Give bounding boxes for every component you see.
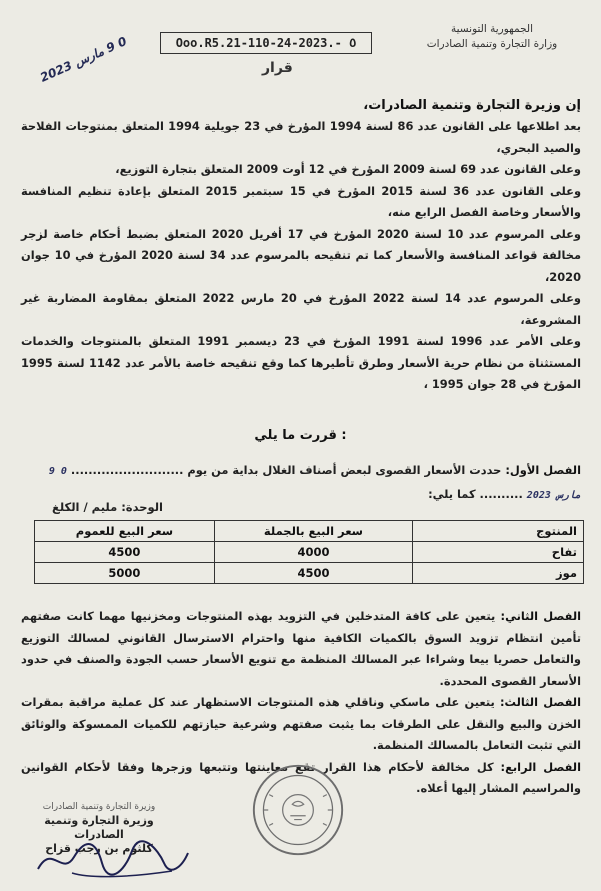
handwritten-signature-icon bbox=[32, 833, 192, 881]
article-text: حددت الأسعار القصوى لبعض أصناف الغلال بداية من يوم bbox=[187, 463, 502, 477]
table-row bbox=[35, 563, 584, 584]
table-cell: تفاح bbox=[413, 542, 584, 563]
column-header: المنتوج bbox=[413, 521, 584, 542]
preamble-paragraph: وعلى المرسوم عدد 14 لسنة 2022 المؤرخ في 20 مارس 2022 المتعلق بمقاومة المضاربة غير المشروعة، bbox=[21, 291, 582, 327]
preamble bbox=[21, 116, 581, 396]
article-label: الفصل الثالث: bbox=[499, 695, 581, 709]
preamble-paragraph: وعلى الأمر عدد 1996 لسنة 1991 المؤرخ في 23 ديسمبر 1991 المتعلق بالمنتوجات والخدمات المستثناة من نظام حرية الأسعار وطرق تأطيرها كما وقع تنقيحه خاصة بالأمر عدد 1142 لسنة 1995 المؤرخ في 28 جوان 1995 ، bbox=[21, 334, 581, 391]
article-text: كل مخالفة لأحكام هذا القرار تقع معاينتها وتتبعها وزجرها وفقا لأحكام القوانين والمراسيم المشار إليها أعلاه. bbox=[21, 759, 581, 795]
preamble-paragraph: بعد اطلاعها على القانون عدد 86 لسنة 1994 المؤرخ في 23 جويلية 1994 المتعلق بمنتوجات الفلاحة والصيد البحري، bbox=[21, 119, 581, 155]
article-label: الفصل الثاني: bbox=[500, 609, 582, 623]
ministry-name-small: وزارة التجارة وتنمية الصادرات bbox=[426, 38, 558, 50]
dots: .......... bbox=[475, 487, 523, 501]
table-cell: 5000 bbox=[35, 563, 215, 584]
decision-heading: قررت ما يلي : bbox=[254, 428, 347, 443]
ministry-heading: إن وزيرة التجارة وتنمية الصادرات، bbox=[363, 98, 581, 113]
price-table bbox=[34, 520, 584, 584]
table-cell: 4500 bbox=[35, 542, 215, 563]
article-text: يتعين على كافة المتدخلين في التزويد بهذه المنتوجات ومخزنيها مهما كانت صفتهم تأمين انتظام تزويد السوق بالكميات الكافية منها واحترام الاسترسال القانوني لمسالك التوزيع والتعامل حصريا بيعا وشراءا عبر المسالك المنظمة مع تنويع الأسعار حسب الجودة والصنف في حدود الأسعار القصوى المحددة. bbox=[21, 609, 581, 688]
column-header: سعر البيع للعموم bbox=[35, 521, 215, 542]
document-title: قرار bbox=[262, 60, 293, 76]
preamble-paragraph: وعلى القانون عدد 69 لسنة 2009 المؤرخ في 12 أوت 2009 المتعلق بتجارة التوزيع، bbox=[115, 162, 581, 176]
article-two bbox=[21, 606, 581, 692]
table-row bbox=[35, 542, 584, 563]
table-cell: موز bbox=[413, 563, 584, 584]
signatory-name: كلثوم بن رجب قزاح bbox=[45, 842, 153, 855]
table-header-row bbox=[35, 521, 584, 542]
table-cell: 4500 bbox=[214, 563, 412, 584]
table-cell: 4000 bbox=[214, 542, 412, 563]
preamble-paragraph: وعلى القانون عدد 36 لسنة 2015 المؤرخ في 15 سبتمبر 2015 المتعلق بإعادة تنظيم المنافسة والأسعار وخاصة الفصل الرابع منه، bbox=[21, 183, 582, 219]
signatory-title: وزيرة التجارة وتنمية الصادرات bbox=[44, 814, 154, 841]
column-header: سعر البيع بالجملة bbox=[214, 521, 412, 542]
article-three bbox=[21, 692, 581, 757]
letterhead bbox=[397, 22, 587, 52]
signature-stamp: وزيرة التجارة وتنمية الصادرات bbox=[42, 802, 156, 812]
preamble-paragraph: وعلى المرسوم عدد 10 لسنة 2020 المؤرخ في 17 أفريل 2020 المتعلق بضبط أحكام خاصة لزجر مخالفة قواعد المنافسة والأسعار كما تم تنقيحه بالمرسوم عدد 34 لسنة 2020 المؤرخ في 10 جوان 2020، bbox=[21, 226, 582, 284]
article-label: الفصل الرابع: bbox=[500, 759, 581, 774]
handwritten-date: 0 9 مارس 2023 bbox=[38, 34, 129, 85]
reference-number: Ooo.R5.21-110-24-2023.- ٥ bbox=[160, 32, 372, 54]
handwritten-date-2: 0 9 مارس 2023 bbox=[48, 466, 581, 501]
article-text-tail: كما يلي: bbox=[428, 487, 476, 501]
dots: .......................... bbox=[70, 463, 184, 477]
official-seal-icon bbox=[250, 762, 346, 858]
republic-name: الجمهورية التونسية bbox=[451, 23, 533, 35]
unit-label: الوحدة: مليم / الكلغ bbox=[51, 500, 163, 514]
article-label: الفصل الأول: bbox=[505, 463, 581, 477]
article-text: يتعين على ماسكي وناقلي هذه المنتوجات الاستظهار عند كل عملية مراقبة بمقرات الخزن والبيع والنقل على الطرقات بما يثبت صفتهم وشرعية حيازتهم للكميات الممسوكة والوثائق التي تثبت التعامل بالمسالك المنظمة. bbox=[21, 695, 581, 752]
